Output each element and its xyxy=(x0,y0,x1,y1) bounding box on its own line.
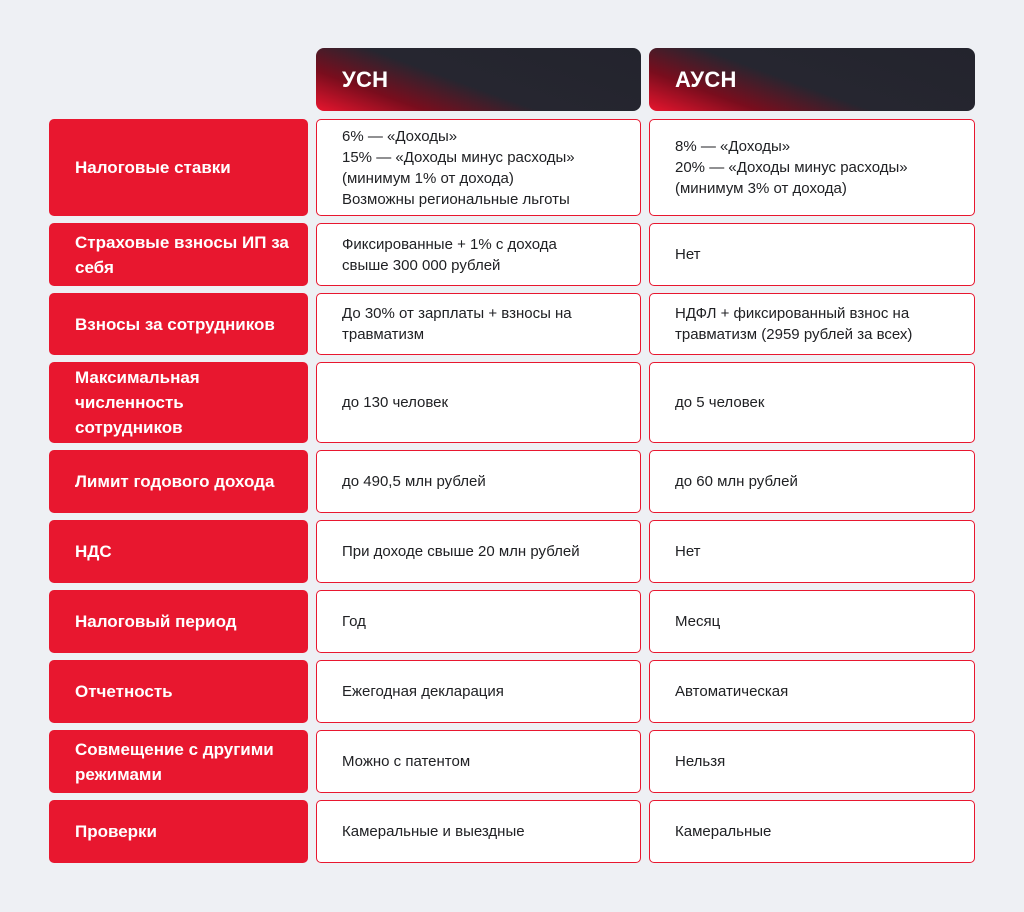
row-label: Совмещение с другими режимами xyxy=(49,730,308,793)
ausn-value: НДФЛ + фиксированный взнос на травматизм (2959 рублей за всех) xyxy=(649,293,975,355)
ausn-value: до 60 млн рублей xyxy=(649,450,975,513)
usn-value: Год xyxy=(316,590,641,653)
usn-value: Камеральные и выездные xyxy=(316,800,641,863)
column-header-usn: УСН xyxy=(316,48,641,111)
usn-value: Фиксированные + 1% с дохода свыше 300 000 рублей xyxy=(316,223,641,286)
usn-value: Можно с патентом xyxy=(316,730,641,793)
ausn-value: Нет xyxy=(649,223,975,286)
row-label: НДС xyxy=(49,520,308,583)
usn-value: При доходе свыше 20 млн рублей xyxy=(316,520,641,583)
row-label: Отчетность xyxy=(49,660,308,723)
ausn-value: Камеральные xyxy=(649,800,975,863)
row-label: Страховые взносы ИП за себя xyxy=(49,223,308,286)
usn-value: 6% — «Доходы» 15% — «Доходы минус расходы» (минимум 1% от дохода) Возможны региональные льготы xyxy=(316,119,641,216)
usn-value: до 130 человек xyxy=(316,362,641,443)
row-label: Взносы за сотрудников xyxy=(49,293,308,355)
column-header-ausn: АУСН xyxy=(649,48,975,111)
row-label: Налоговый период xyxy=(49,590,308,653)
row-label: Лимит годового дохода xyxy=(49,450,308,513)
row-label: Максимальная численность сотрудников xyxy=(49,362,308,443)
ausn-value: Нет xyxy=(649,520,975,583)
usn-value: Ежегодная декларация xyxy=(316,660,641,723)
ausn-value: Месяц xyxy=(649,590,975,653)
ausn-value: до 5 человек xyxy=(649,362,975,443)
ausn-value: Автоматическая xyxy=(649,660,975,723)
usn-value: до 490,5 млн рублей xyxy=(316,450,641,513)
usn-value: До 30% от зарплаты + взносы на травматизм xyxy=(316,293,641,355)
ausn-value: 8% — «Доходы» 20% — «Доходы минус расходы» (минимум 3% от дохода) xyxy=(649,119,975,216)
row-label: Проверки xyxy=(49,800,308,863)
row-label: Налоговые ставки xyxy=(49,119,308,216)
ausn-value: Нельзя xyxy=(649,730,975,793)
